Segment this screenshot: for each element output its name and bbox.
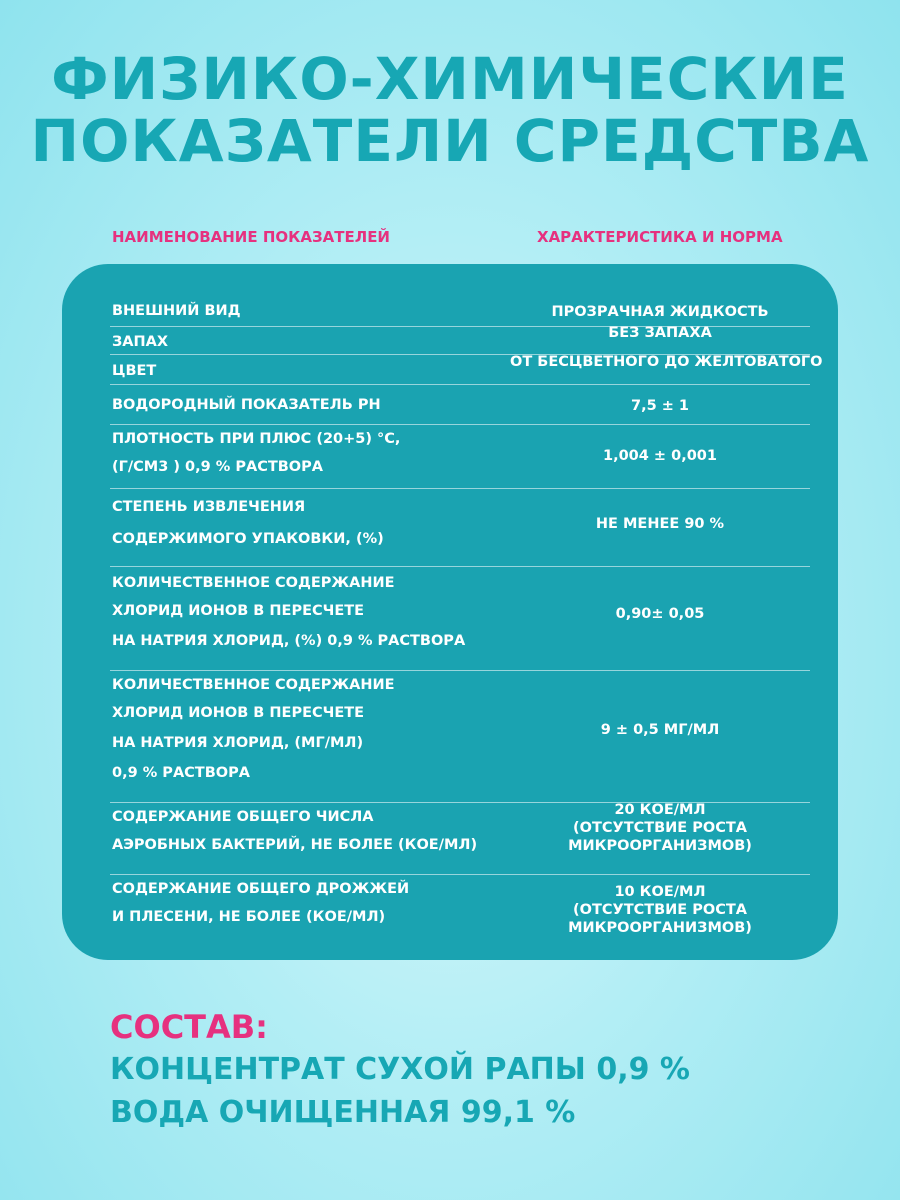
table-row: [110, 290, 810, 327]
column-header-norm: ХАРАКТЕРИСТИКА И НОРМА: [537, 228, 783, 246]
indicator-value-line: ОТ БЕСЦВЕТНОГО ДО ЖЕЛТОВАТОГО: [510, 354, 823, 370]
indicator-name-line: СОДЕРЖИМОГО УПАКОВКИ, (%): [112, 531, 384, 547]
table-row: [110, 670, 810, 803]
indicator-name-line: 0,9 % РАСТВОРА: [112, 765, 250, 781]
indicator-value: [510, 801, 810, 855]
indicator-name-line: ВОДОРОДНЫЙ ПОКАЗАТЕЛЬ PH: [112, 397, 381, 413]
table-row: [110, 326, 810, 355]
composition-item: КОНЦЕНТРАТ СУХОЙ РАПЫ 0,9 %: [110, 1052, 690, 1087]
indicator-value: [510, 447, 810, 465]
indicator-value-line: 7,5 ± 1: [630, 398, 690, 414]
indicator-name-line: ХЛОРИД ИОНОВ В ПЕРЕСЧЕТЕ: [112, 705, 365, 721]
table-row: [110, 802, 810, 875]
table-row: [110, 354, 823, 385]
indicator-name-line: КОЛИЧЕСТВЕННОЕ СОДЕРЖАНИЕ: [112, 677, 395, 693]
indicator-value-line: (ОТСУТСТВИЕ РОСТА: [573, 902, 747, 918]
indicator-name-line: АЭРОБНЫХ БАКТЕРИЙ, НЕ БОЛЕЕ (КОЕ/МЛ): [112, 837, 478, 853]
indicator-value-line: ПРОЗРАЧНАЯ ЖИДКОСТЬ: [551, 304, 769, 320]
composition-title: СОСТАВ:: [110, 1008, 268, 1046]
table-row: [110, 384, 810, 425]
indicator-value-line: 1,004 ± 0,001: [603, 448, 717, 464]
indicator-name-line: КОЛИЧЕСТВЕННОЕ СОДЕРЖАНИЕ: [112, 575, 395, 591]
table-row: [110, 424, 810, 489]
title-line-2: ПОКАЗАТЕЛИ СРЕДСТВА: [30, 107, 870, 175]
indicator-value-line: 9 ± 0,5 МГ/МЛ: [600, 722, 720, 738]
indicator-name-line: НА НАТРИЯ ХЛОРИД, (МГ/МЛ): [112, 735, 364, 751]
indicator-name-line: СОДЕРЖАНИЕ ОБЩЕГО ЧИСЛА: [112, 809, 374, 825]
indicator-name-line: СТЕПЕНЬ ИЗВЛЕЧЕНИЯ: [112, 499, 306, 515]
indicator-value-line: МИКРООРГАНИЗМОВ): [568, 838, 752, 854]
indicator-name-line: ЦВЕТ: [112, 363, 157, 379]
indicator-value-line: 0,90± 0,05: [615, 606, 705, 622]
indicator-value: [510, 515, 810, 533]
indicator-value-line: НЕ МЕНЕЕ 90 %: [595, 516, 725, 532]
composition-item: ВОДА ОЧИЩЕННАЯ 99,1 %: [110, 1095, 576, 1130]
indicator-value: [510, 883, 810, 937]
column-header-name: НАИМЕНОВАНИЕ ПОКАЗАТЕЛЕЙ: [112, 228, 390, 246]
indicator-name-line: ЗАПАХ: [112, 334, 169, 350]
indicators-table: [62, 264, 838, 960]
indicator-name-line: И ПЛЕСЕНИ, НЕ БОЛЕЕ (КОЕ/МЛ): [112, 909, 386, 925]
table-row: [110, 874, 810, 944]
page-title: [0, 45, 900, 175]
indicator-name-line: СОДЕРЖАНИЕ ОБЩЕГО ДРОЖЖЕЙ: [112, 881, 410, 897]
indicator-value: [510, 303, 810, 321]
indicator-name-line: ХЛОРИД ИОНОВ В ПЕРЕСЧЕТЕ: [112, 603, 365, 619]
indicator-value-line: (ОТСУТСТВИЕ РОСТА: [573, 820, 747, 836]
title-line-1: ФИЗИКО-ХИМИЧЕСКИЕ: [51, 45, 849, 113]
indicator-value: [510, 397, 810, 415]
indicator-name-line: НА НАТРИЯ ХЛОРИД, (%) 0,9 % РАСТВОРА: [112, 633, 466, 649]
indicator-value-line: 10 КОЕ/МЛ: [614, 884, 706, 900]
indicator-value: [510, 324, 810, 342]
indicator-value: [510, 605, 810, 623]
indicator-name-line: (Г/СМ3 ) 0,9 % РАСТВОРА: [112, 459, 323, 475]
indicator-name-line: ВНЕШНИЙ ВИД: [112, 303, 241, 319]
indicator-value: [510, 353, 823, 371]
indicator-value-line: 20 КОЕ/МЛ: [614, 802, 706, 818]
indicator-value: [510, 721, 810, 739]
indicator-value-line: МИКРООРГАНИЗМОВ): [568, 920, 752, 936]
table-row: [110, 566, 810, 671]
indicator-value-line: БЕЗ ЗАПАХА: [608, 325, 712, 341]
indicator-name-line: ПЛОТНОСТЬ ПРИ ПЛЮС (20+5) °C,: [112, 431, 401, 447]
table-row: [110, 488, 810, 567]
